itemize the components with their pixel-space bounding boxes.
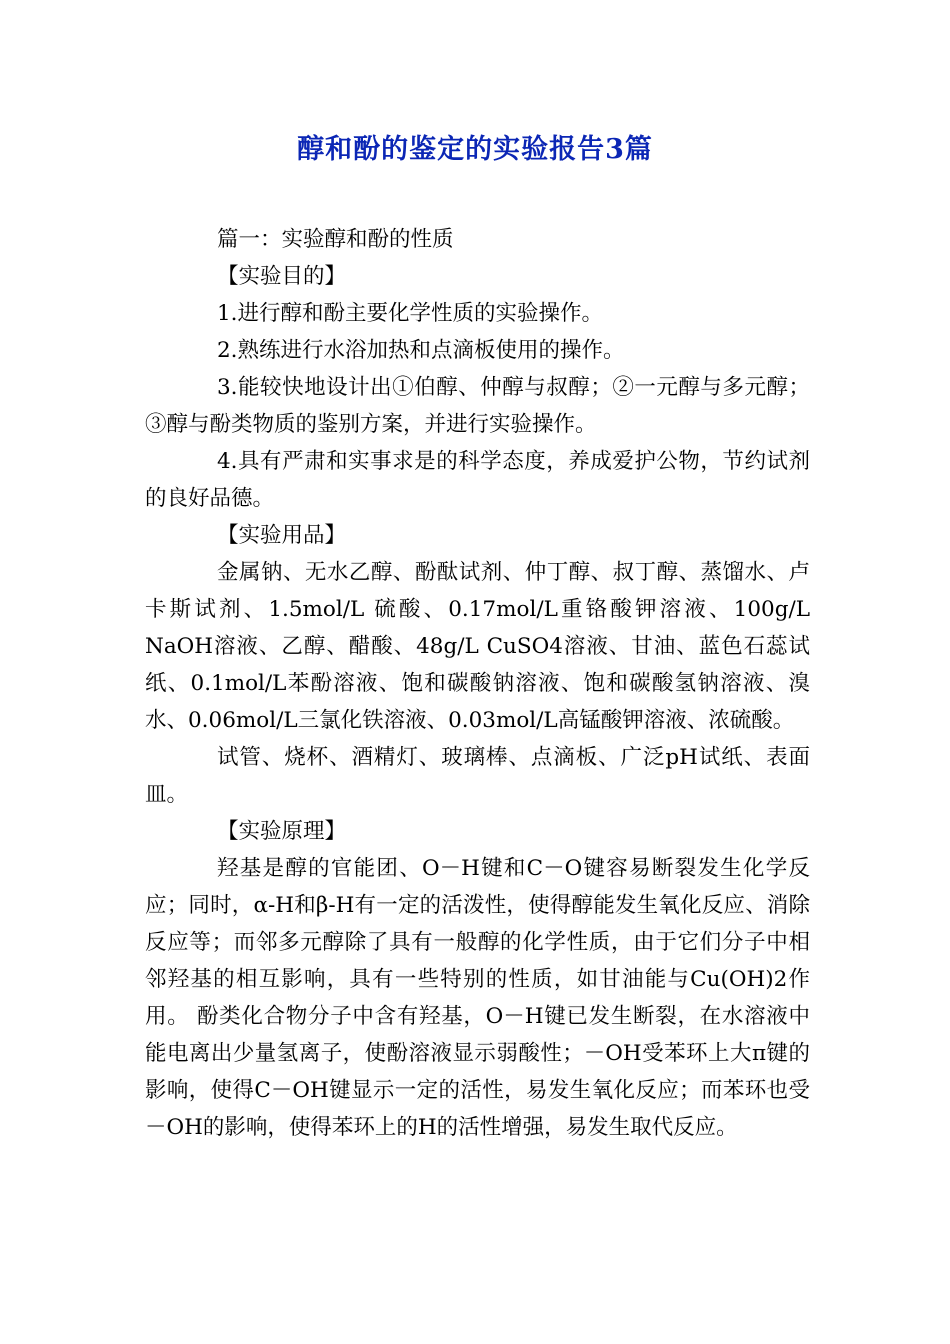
objective-item-3: 3.能较快地设计出①伯醇、仲醇与叔醇；②一元醇与多元醇；③醇与酚类物质的鉴别方案，并进行实验操作。: [145, 375, 810, 437]
document-title: 醇和酚的鉴定的实验报告3篇: [297, 134, 653, 165]
section-heading: 篇一：实验醇和酚的性质: [217, 227, 454, 252]
materials-equipment: 试管、烧杯、酒精灯、玻璃棒、点滴板、广泛pH试纸、表面皿。: [145, 745, 810, 807]
subheading-materials: 【实验用品】: [217, 523, 347, 548]
objective-item-1: 1.进行醇和酚主要化学性质的实验操作。: [217, 301, 604, 326]
subheading-objective: 【实验目的】: [217, 264, 347, 289]
principle-paragraph: 羟基是醇的官能团、O－H键和C－O键容易断裂发生化学反应；同时，α-H和β-H有一定的活泼性，使得醇能发生氧化反应、消除反应等；而邻多元醇除了具有一般醇的化学性质，由于它们分子中相邻羟基的相互影响，具有一些特别的性质，如甘油能与Cu(OH)2作用。 酚类化合物分子中含有羟基，O－H键已发生断裂，在水溶液中能电离出少量氢离子，使酚溶液显示弱酸性；－OH受苯环上大π键的影响，使得C－OH键显示一定的活性，易发生氧化反应；而苯环也受－OH的影响，使得苯环上的H的活性增强，易发生取代反应。: [145, 856, 810, 1140]
document-body: [145, 221, 810, 1146]
objective-item-4: 4.具有严肃和实事求是的科学态度，养成爱护公物，节约试剂的良好品德。: [145, 449, 810, 511]
objective-item-2: 2.熟练进行水浴加热和点滴板使用的操作。: [217, 338, 625, 363]
materials-reagents: 金属钠、无水乙醇、酚酞试剂、仲丁醇、叔丁醇、蒸馏水、卢卡斯试剂、1.5mol/L 硫酸、0.17mol/L重铬酸钾溶液、100g/L NaOH溶液、乙醇、醋酸、48g/L CuSO4溶液、甘油、蓝色石蕊试纸、0.1mol/L苯酚溶液、饱和碳酸钠溶液、饱和碳酸氢钠溶液、溴水、0.06mol/L三氯化铁溶液、0.03mol/L高锰酸钾溶液、浓硫酸。: [145, 560, 810, 733]
subheading-principle: 【实验原理】: [217, 819, 347, 844]
